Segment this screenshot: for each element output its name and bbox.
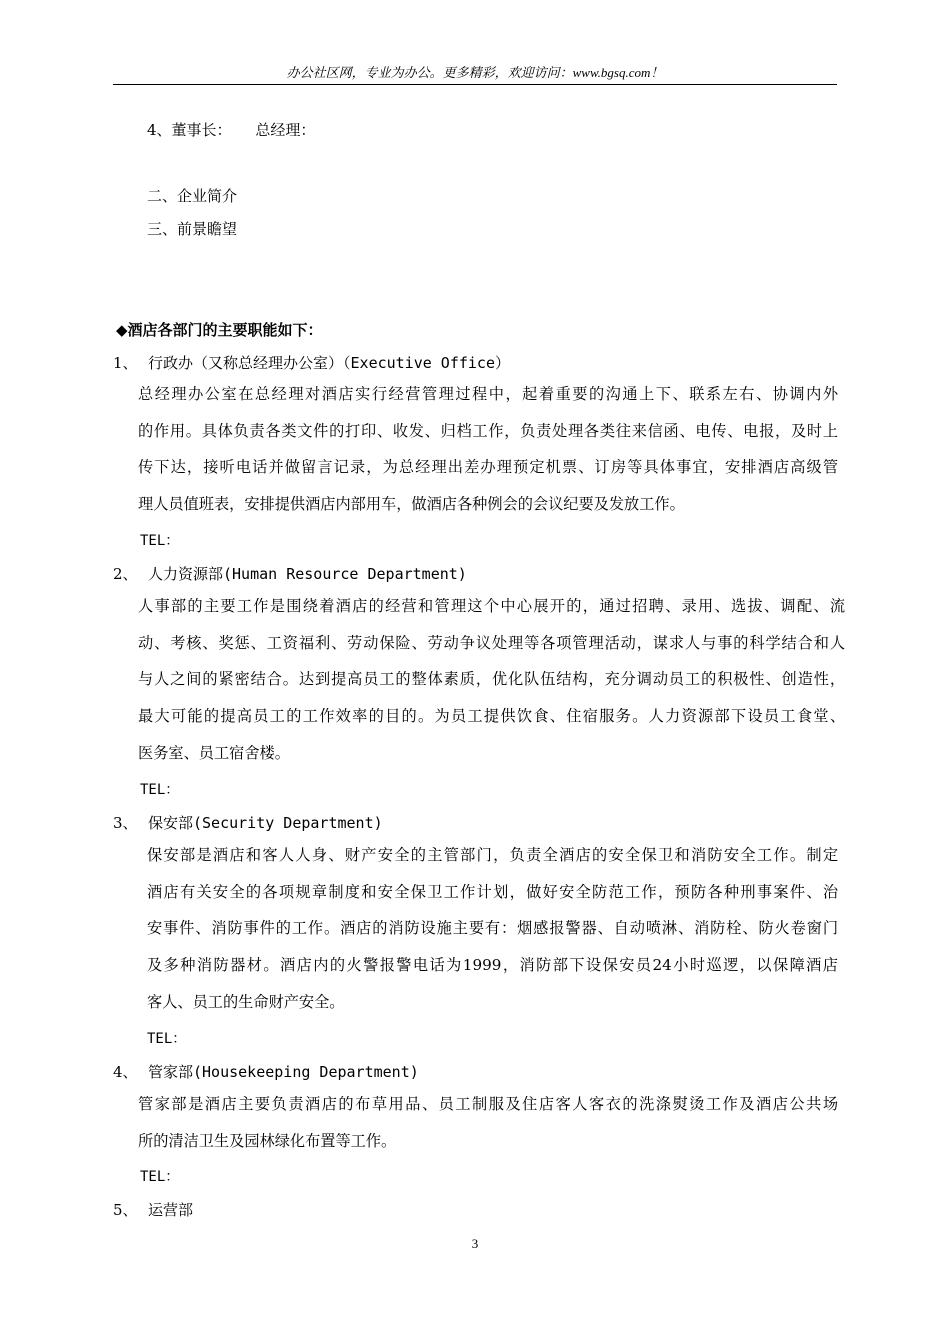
dept-title: 人力资源部(Human Resource Department) [148,565,467,583]
dept-description [138,588,845,772]
dept-description [138,1086,838,1159]
text-line: 医务室、员工宿舍楼。 [138,743,290,762]
text-line: 保安部是酒店和客人人身、财产安全的主管部门，负责全酒店的安全保卫和消防安全工作。制定 [147,846,838,864]
intro-item-4: 4、董事长： 总经理： [147,121,316,139]
text-line: 客人、员工的生命财产安全。 [147,992,345,1011]
page-number: 3 [471,1236,479,1251]
text-line: 总经理办公室在总经理对酒店实行经营管理过程中，起着重要的沟通上下、联系左右、协调内外 [138,385,838,403]
text-line: 与人之间的紧密结合。达到提高员工的整体素质，优化队伍结构，充分调动员工的积极性、创造性， [138,670,845,689]
dept-description [147,837,838,1021]
text-line: 及多种消防器材。酒店内的火警报警电话为1999，消防部下设保安员24小时巡逻，以保障酒店 [147,956,838,975]
intro-item-2: 二、企业简介 [147,187,238,205]
header-divider [113,84,837,85]
dept-number: 4、 [113,1063,138,1081]
dept-title: 运营部 [148,1201,194,1219]
page-header: 办公社区网，专业为办公。更多精彩，欢迎访问：www.bgsq.com！ [286,65,664,80]
dept-title: 行政办（又称总经理办公室）（Executive Office） [148,354,510,372]
text-line: 管家部是酒店主要负责酒店的布草用品、员工制服及住店客人客衣的洗涤熨烫工作及酒店公共场 [138,1095,838,1113]
section-title: ◆酒店各部门的主要职能如下： [116,321,323,339]
text-line: 传下达，接听电话并做留言记录，为总经理出差办理预定机票、订房等具体事宜，安排酒店高级管 [138,458,838,477]
dept-number: 1、 [113,354,138,372]
dept-tel: TEL： [140,1169,180,1185]
text-line: 所的清洁卫生及园林绿化布置等工作。 [138,1131,397,1150]
dept-title: 管家部(Housekeeping Department) [148,1063,419,1081]
text-line: 最大可能的提高员工的工作效率的目的。为员工提供饮食、住宿服务。人力资源部下设员工食堂、 [138,707,845,726]
text-line: 人事部的主要工作是围绕着酒店的经营和管理这个中心展开的，通过招聘、录用、选拔、调配、流 [138,597,845,615]
intro-item-3: 三、前景瞻望 [147,220,238,238]
dept-number: 2、 [113,565,138,583]
dept-tel: TEL： [140,782,180,798]
dept-tel: TEL： [147,1031,187,1047]
dept-number: 3、 [113,814,138,832]
dept-title: 保安部(Security Department) [148,814,383,832]
text-line: 动、考核、奖惩、工资福利、劳动保险、劳动争议处理等各项管理活动，谋求人与事的科学结合和人 [138,633,845,652]
text-line: 理人员值班表，安排提供酒店内部用车，做酒店各种例会的会议纪要及发放工作。 [138,495,685,514]
text-line: 的作用。具体负责各类文件的打印、收发、归档工作，负责处理各类往来信函、电传、电报，及时上 [138,421,838,440]
text-line: 酒店有关安全的各项规章制度和安全保卫工作计划，做好安全防范工作，预防各种刑事案件、治 [147,882,838,901]
dept-number: 5、 [113,1201,138,1219]
text-line: 安事件、消防事件的工作。酒店的消防设施主要有：烟感报警器、自动喷淋、消防栓、防火卷窗门 [147,919,838,938]
dept-description [138,376,838,523]
dept-tel: TEL： [140,533,180,549]
